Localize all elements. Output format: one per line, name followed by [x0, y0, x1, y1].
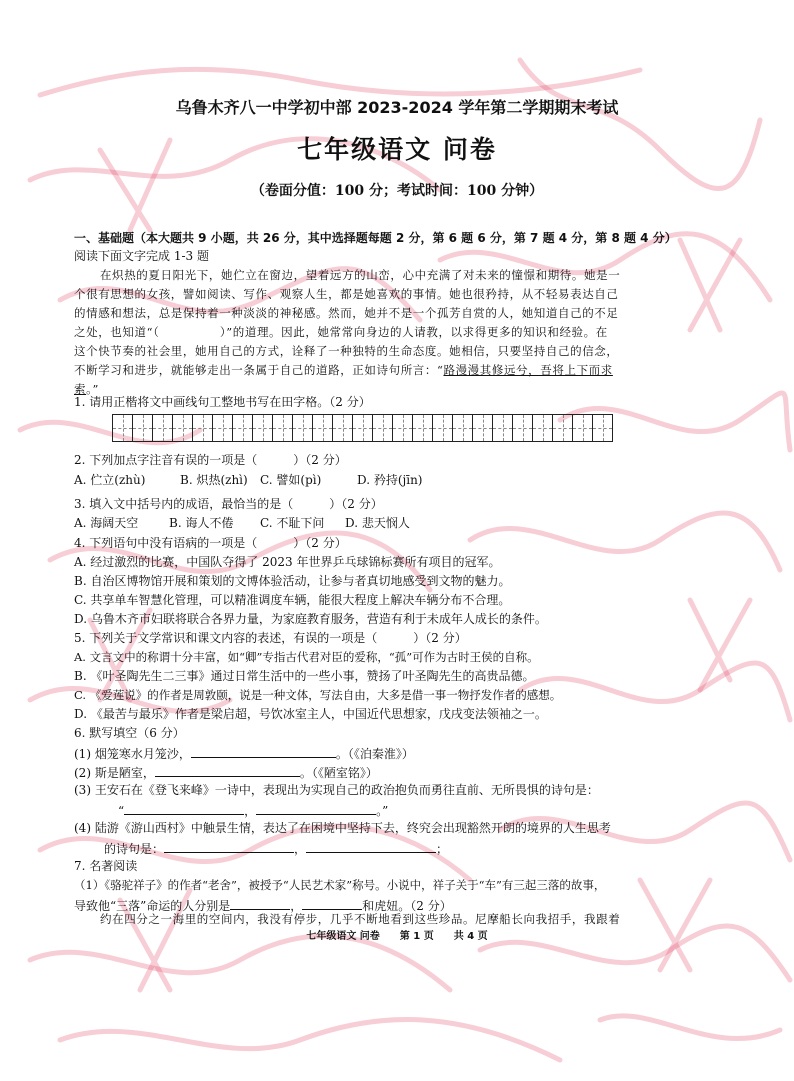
option-b[interactable]: B. 炽热(zhì)	[180, 473, 248, 487]
grid-cell[interactable]	[272, 414, 293, 442]
page-title: 七年级语文 问卷	[297, 135, 497, 164]
grid-cell[interactable]	[192, 414, 213, 442]
grid-cell[interactable]	[492, 414, 513, 442]
answer-blank[interactable]	[256, 802, 376, 815]
q7-line-1: （1）《骆驼祥子》的作者“老舍”，被授予“人民艺术家”称号。小说中，祥子关于“车”有三起三落的故事，	[74, 878, 606, 892]
grid-cell[interactable]	[552, 414, 573, 442]
fill-item-2	[74, 764, 378, 780]
option-a[interactable]: A. 经过激烈的比赛，中国队夺得了 2023 年世界乒乓球锦标赛所有项目的冠军。	[74, 555, 501, 569]
option-a[interactable]: A. 文言文中的称谓十分丰富，如“卿”专指古代君对臣的爱称，“孤”可作为古时王侯的自称。	[74, 650, 539, 664]
grid-cell[interactable]	[532, 414, 553, 442]
grid-cell[interactable]	[412, 414, 433, 442]
passage-line: 在炽热的夏日阳光下，她伫立在窗边，望着远方的山峦，心中充满了对未来的憧憬和期待。她是一	[100, 268, 621, 282]
grid-cell[interactable]	[452, 414, 473, 442]
grid-cell[interactable]	[232, 414, 253, 442]
option-d[interactable]: D. 乌鲁木齐市妇联将联合各界力量，为家庭教育服务，营造有利于未成年人成长的条件。	[74, 612, 547, 626]
grid-cell[interactable]	[572, 414, 593, 442]
passage-line	[74, 382, 99, 396]
grid-cell[interactable]	[152, 414, 173, 442]
passage-line: 的情感和想法，总是保持着一种淡淡的神秘感。然而，她并不是一个孤芳自赏的人，她知道自己的不足	[74, 306, 619, 320]
reading-instruction: 阅读下面文字完成 1-3 题	[74, 249, 209, 263]
answer-blank[interactable]	[155, 764, 300, 777]
answer-blank[interactable]	[306, 840, 436, 853]
grid-cell[interactable]	[252, 414, 273, 442]
passage-text: 。”	[86, 382, 99, 396]
underlined-quote: 路漫漫其修远兮，吾将上下而求	[443, 363, 613, 377]
fill-text: ；	[436, 842, 449, 856]
option-d[interactable]: D. 矜持(jīn)	[357, 473, 423, 487]
fill-text: ，	[294, 842, 307, 856]
grid-cell[interactable]	[212, 414, 233, 442]
grid-cell[interactable]	[392, 414, 413, 442]
grid-cell[interactable]	[112, 414, 133, 442]
question-7: 7. 名著阅读	[74, 859, 138, 873]
fill-item-3-answer: “ ， 。”	[118, 804, 389, 818]
fill-item-3: (3) 王安石在《登飞来峰》一诗中，表现出为实现自己的政治抱负而勇往直前、无所畏惧的诗句是：	[74, 783, 599, 797]
grid-cell[interactable]	[132, 414, 153, 442]
fill-text: 导致他“三落”命运的人分别是	[74, 899, 231, 913]
question-3: 3. 填入文中括号内的成语，最恰当的是（ ）（2 分）	[74, 497, 383, 511]
fill-item-1	[74, 745, 414, 761]
grid-cell[interactable]	[332, 414, 353, 442]
grid-cell[interactable]	[512, 414, 533, 442]
grid-cell[interactable]	[292, 414, 313, 442]
option-c[interactable]: C. 《爱莲说》的作者是周敦颐，说是一种文体，写法自由，大多是借一事一物抒发作者的感想。	[74, 688, 562, 702]
question-4: 4. 下列语句中没有语病的一项是（ ）（2 分）	[74, 536, 347, 550]
fill-text: 。（《泊秦淮》）	[335, 747, 414, 761]
option-b[interactable]: B. 诲人不倦	[169, 516, 234, 530]
passage-line: 个很有思想的女孩，譬如阅读、写作、观察人生，都是她喜欢的事情。她也很矜持，从不轻易表达自己	[74, 287, 619, 301]
fill-text: ，	[290, 899, 303, 913]
grid-cell[interactable]	[372, 414, 393, 442]
option-a[interactable]: A. 海阔天空	[74, 516, 139, 530]
question-6: 6. 默写填空（6 分）	[74, 726, 185, 740]
option-c[interactable]: C. 共享单车智慧化管理，可以精准调度车辆，能很大程度上解决车辆分布不合理。	[74, 593, 511, 607]
answer-blank[interactable]	[164, 840, 294, 853]
passage-text: 不断学习和进步，就能够走出一条属于自己的道路，正如诗句所言：“	[74, 363, 444, 377]
tianzige-grid[interactable]	[112, 414, 612, 442]
fill-text: 。（《陋室铭》）	[299, 766, 378, 780]
fill-text: 。”	[376, 804, 389, 818]
grid-cell[interactable]	[352, 414, 373, 442]
grid-cell[interactable]	[432, 414, 453, 442]
fill-item-4-answer	[104, 840, 448, 856]
grid-cell[interactable]	[172, 414, 193, 442]
passage-line: 这个快节奏的社会里，她用自己的方式，诠释了一种独特的生命态度。她相信，只要坚持自己的信念，	[74, 344, 619, 358]
answer-blank[interactable]	[302, 897, 362, 910]
page-footer: 七年级语文 问卷 第 1 页 共 4 页	[306, 931, 488, 942]
option-c[interactable]: C. 譬如(pì)	[260, 473, 322, 487]
option-d[interactable]: D. 《最苦与最乐》作者是梁启超，号饮冰室主人，中国近代思想家，戊戌变法领袖之一。	[74, 707, 547, 721]
question-1: 1. 请用正楷将文中画线句工整地书写在田字格。（2 分）	[74, 395, 371, 409]
grid-cell[interactable]	[472, 414, 493, 442]
q7-passage-line: 约在四分之一海里的空间内，我没有停步，几乎不断地看到这些珍品。尼摩船长向我招手，我跟着	[100, 912, 621, 926]
fill-text: 的诗句是：	[104, 842, 165, 856]
grid-cell[interactable]	[312, 414, 333, 442]
answer-blank[interactable]	[191, 745, 336, 758]
passage-line	[74, 363, 613, 377]
question-5: 5. 下列关于文学常识和课文内容的表述，有误的一项是（ ）（2 分）	[74, 631, 467, 645]
answer-blank[interactable]	[124, 802, 244, 815]
exam-subtitle: （卷面分值：100 分；考试时间：100 分钟）	[250, 183, 544, 199]
fill-text: “	[118, 804, 125, 818]
option-c[interactable]: C. 不耻下问	[260, 516, 325, 530]
answer-blank[interactable]	[230, 897, 290, 910]
question-2: 2. 下列加点字注音有误的一项是（ ）（2 分）	[74, 453, 347, 467]
q7-line-2	[74, 897, 452, 913]
underlined-quote-end: 索	[74, 382, 87, 396]
section-heading: 一、基础题（本大题共 9 小题，共 26 分，其中选择题每题 2 分，第 6 题 6 分，第 7 题 4 分，第 8 题 4 分）	[74, 231, 677, 245]
option-d[interactable]: D. 悲天悯人	[345, 516, 410, 530]
option-b[interactable]: B. 《叶圣陶先生二三事》通过日常生活中的一些小事，赞扬了叶圣陶先生的高贵品德。	[74, 669, 535, 683]
fill-item-4: (4) 陆游《游山西村》中触景生情，表达了在困境中坚持下去，终究会出现豁然开朗的境界的人生思考	[74, 821, 611, 835]
fill-text: (1) 烟笼寒水月笼沙，	[74, 747, 191, 761]
option-a[interactable]: A. 伫立(zhù)	[74, 473, 146, 487]
grid-cell[interactable]	[592, 414, 613, 442]
fill-text: (2) 斯是陋室，	[74, 766, 155, 780]
school-exam-line: 乌鲁木齐八一中学初中部 2023-2024 学年第二学期期末考试	[175, 98, 619, 117]
option-b[interactable]: B. 自治区博物馆开展和策划的文博体验活动，让参与者真切地感受到文物的魅力。	[74, 574, 511, 588]
passage-line: 之处，也知道“（ ）”的道理。因此，她常常向身边的人请教，以求得更多的知识和经验。在	[74, 325, 608, 339]
fill-text: 和虎妞。（2 分）	[362, 899, 452, 913]
